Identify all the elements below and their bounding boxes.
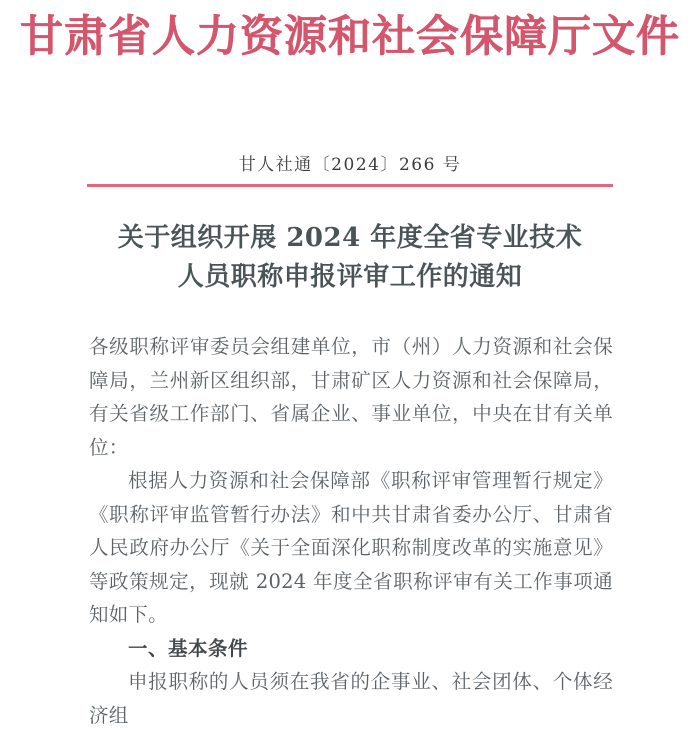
- document-serial-number: 甘人社通〔2024〕266 号: [238, 155, 462, 175]
- addressee-paragraph: 各级职称评审委员会组建单位，市（州）人力资源和社会保障局，兰州新区组织部，甘肃矿区人力资源和社会保障局，有关省级工作部门、省属企业、事业单位，中央在甘有关单位：: [89, 335, 613, 459]
- masthead-title: 甘肃省人力资源和社会保障厅文件: [20, 12, 680, 62]
- document-title-line-1: 关于组织开展 2024 年度全省专业技术: [117, 223, 583, 253]
- section-1-paragraph: 申报职称的人员须在我省的企事业、社会团体、个体经济组: [89, 670, 613, 727]
- red-separator-rule: [87, 184, 613, 187]
- section-heading-1: 一、基本条件: [128, 636, 249, 660]
- document-title: [60, 219, 640, 297]
- document-body: [89, 330, 613, 732]
- body-paragraph-1: 根据人力资源和社会保障部《职称评审管理暂行规定》《职称评审监管暂行办法》和中共甘肃省委办公厅、甘肃省人民政府办公厅《关于全面深化职称制度改革的实施意见》等政策规定，现就 2024 年度全省职称评审有关工作事项通知如下。: [89, 469, 613, 626]
- document-title-line-2: 人员职称申报评审工作的通知: [177, 262, 523, 292]
